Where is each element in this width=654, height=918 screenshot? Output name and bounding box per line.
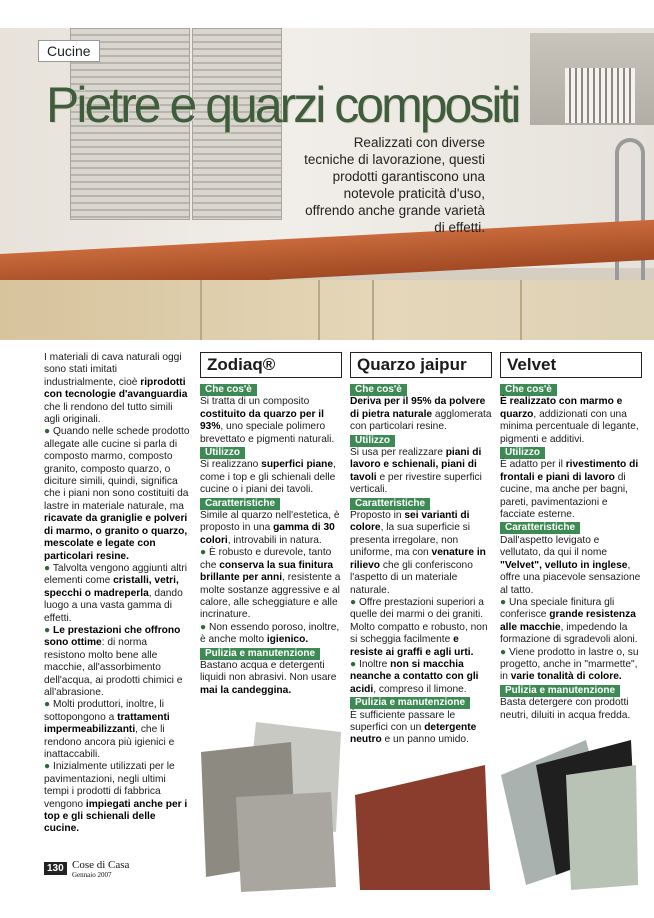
zodiaq-samples bbox=[196, 712, 346, 892]
velvet-samples bbox=[496, 735, 646, 895]
tab-features: Caratteristiche bbox=[350, 498, 430, 510]
tab-care: Pulizia e manutenzione bbox=[200, 648, 320, 660]
sample-tile bbox=[236, 792, 336, 892]
jaipur-samples bbox=[350, 760, 495, 890]
tab-what: Che cos'è bbox=[500, 384, 557, 396]
cabinet-divider bbox=[318, 280, 320, 340]
sample-tile bbox=[566, 765, 638, 890]
rack-plates bbox=[565, 68, 635, 123]
intro-paragraph: I materiali di cava naturali oggi sono stati imitati industrialmente, cioè riprodotti con tecnologie d'avanguardia che li rendono del tutto simili agli originali. bbox=[44, 352, 188, 426]
cabinet-divider bbox=[200, 280, 202, 340]
magazine-issue: Gennaio 2007 bbox=[72, 871, 112, 879]
intro-paragraph: ● Molti produttori, inoltre, li sottopongono a trattamenti impermeabilizzanti, che li rendono ancora più igienici e inattaccabili. bbox=[44, 699, 175, 760]
magazine-name: Cose di Casa bbox=[72, 859, 130, 871]
jaipur-column: Quarzo jaipur Che cos'è Deriva per il 95% da polvere di pietra naturale agglomerata con particolari resine. Utilizzo Si usa per realizzare piani di lavoro e schienali, piani di tavoli e per rivestire superfici verticali. Caratteristiche Proposto in sei varianti di colore, la sua superficie si presenta irregolare, non uniforme, ma con venature in rilievo che gli conferiscono l'aspetto di un materiale naturale. ● Offre prestazioni superiori a quelle dei marmi o dei graniti. Molto compatto e robusto, non si scheggia facilmente e resiste ai graffi e agli urti. ● Inoltre non si macchia neanche a contatto con gli acidi, compreso il limone. Pulizia e manutenzione È sufficiente passare le superfici con un detergente neutro e un panno umido. bbox=[350, 352, 492, 747]
section-label: Cucine bbox=[38, 40, 100, 62]
kitchen-cabinets bbox=[0, 280, 654, 340]
intro-paragraph: ● Inizialmente utilizzati per le pavimentazioni, negli ultimi tempi i prodotti di fabbrica vengono impiegati anche per i top e gli schienali delle cucine. bbox=[44, 761, 188, 835]
intro-paragraph: ● Quando nelle schede prodotto allegate alle cucine si parla di composto marmo, composto granito, composto quarzo, o diciture simili, quindi, significa che i piani non sono costituiti da lastre in materiale naturale, ma ricavate da graniglie e polveri di marmo, o granito o quarzo, mescolate e legate con particolari resine. bbox=[44, 426, 190, 562]
tab-care: Pulizia e manutenzione bbox=[350, 697, 470, 709]
tab-features: Caratteristiche bbox=[200, 498, 280, 510]
intro-column bbox=[44, 352, 190, 836]
tab-use: Utilizzo bbox=[350, 435, 395, 447]
zodiaq-column: Zodiaq® Che cos'è Si tratta di un composito costituito da quarzo per il 93%, uno speciale polimero brevettato e pigmenti naturali. Utilizzo Si realizzano superfici piane, come i top e gli schienali delle cucine o i piani dei tavoli. Caratteristiche Simile al quarzo nell'estetica, è proposto in una gamma di 30 colori, introvabili in natura. ● È robusto e durevole, tanto che conserva la sua finitura brillante per anni, resistente a molte sostanze aggressive e al calore, alle scheggiature e alle incrinature. ● Non essendo poroso, inoltre, è anche molto igienico. Pulizia e manutenzione Bastano acqua e detergenti liquidi non abrasivi. Non usare mai la candeggina. bbox=[200, 352, 342, 697]
product-name-zodiaq: Zodiaq® bbox=[200, 352, 342, 378]
intro-paragraph: ● Le prestazioni che offrono sono ottime: di norma resistono molto bene alle macchie, all'assorbimento dell'acqua, ai prodotti chimici e all'abrasione. bbox=[44, 624, 183, 698]
velvet-column: Velvet Che cos'è È realizzato con marmo e quarzo, addizionati con una minima percentuale di legante, pigmenti e additivi. Utilizzo È adatto per il rivestimento di frontali e piani di lavoro di cucine, ma anche per bagni, pareti, pavimentazioni e facciate esterne. Caratteristiche Dall'aspetto levigato e vellutato, da qui il nome "Velvet", velluto in inglese, offre una piacevole sensazione al tatto. ● Una speciale finitura gli conferisce grande resistenza alle macchie, impedendo la formazione di sgradevoli aloni. ● Viene prodotto in lastre o, su progetto, anche in "marmette", in varie tonalità di colore. Pulizia e manutenzione Basta detergere con prodotti neutri, diluiti in acqua fredda. bbox=[500, 352, 642, 722]
cabinet-divider bbox=[372, 280, 374, 340]
page-title: Pietre e quarzi compositi bbox=[46, 77, 519, 133]
tab-use: Utilizzo bbox=[500, 447, 545, 459]
tab-what: Che cos'è bbox=[350, 384, 407, 396]
product-name-jaipur: Quarzo jaipur bbox=[350, 352, 492, 378]
tab-care: Pulizia e manutenzione bbox=[500, 685, 620, 697]
tab-use: Utilizzo bbox=[200, 447, 245, 459]
cabinet-divider bbox=[520, 280, 522, 340]
magazine-footer bbox=[72, 860, 129, 880]
tab-features: Caratteristiche bbox=[500, 522, 580, 534]
tab-what: Che cos'è bbox=[200, 384, 257, 396]
intro-paragraph: ● Talvolta vengono aggiunti altri elementi come cristalli, vetri, specchi o madreperla, dando luogo a una vasta gamma di effetti. bbox=[44, 562, 188, 624]
page-number: 130 bbox=[44, 862, 67, 875]
product-name-velvet: Velvet bbox=[500, 352, 642, 378]
page-subtitle: Realizzati con diverse tecniche di lavorazione, questi prodotti garantiscono una notevole praticità d'uso, offrendo anche grande varietà di effetti. bbox=[304, 135, 485, 235]
sample-tile bbox=[355, 765, 490, 890]
